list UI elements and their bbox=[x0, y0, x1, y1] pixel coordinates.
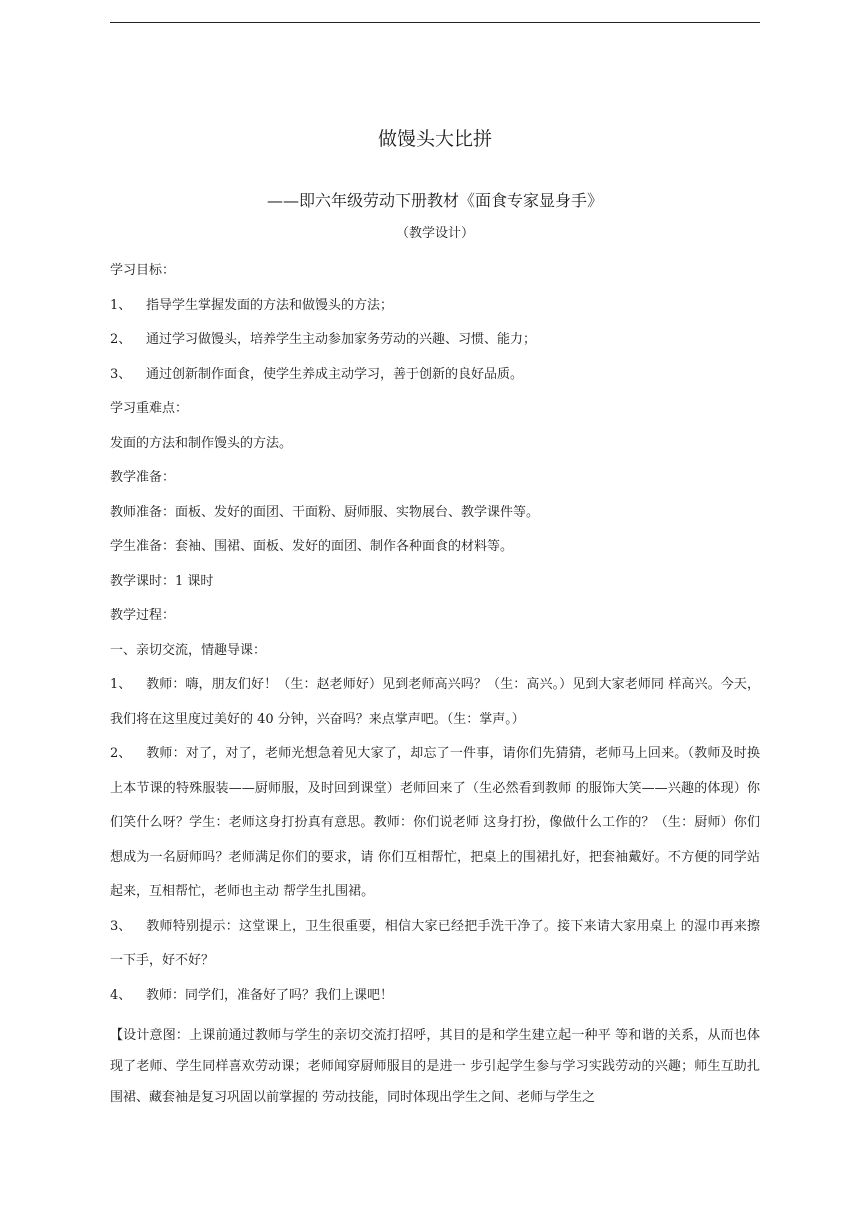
goal-item bbox=[110, 358, 760, 393]
goal-item bbox=[110, 323, 760, 358]
prep-heading: 教学准备： bbox=[110, 470, 176, 485]
goal-number: 2、 bbox=[110, 332, 132, 347]
step-number: 2、 bbox=[110, 746, 132, 761]
step-number: 3、 bbox=[110, 918, 132, 934]
goal-item bbox=[110, 289, 760, 324]
goal-text: 指导学生掌握发面的方法和做馒头的方法； bbox=[146, 297, 394, 313]
goal-text: 通过创新制作面食，使学生养成主动学习，善于创新的良好品质。 bbox=[146, 366, 524, 382]
step-number: 1、 bbox=[110, 677, 132, 692]
document-note: （教学设计） bbox=[395, 226, 474, 241]
step-text: 教师：同学们，准备好了吗？我们上课吧！ bbox=[146, 987, 394, 1003]
key-text: 发面的方法和制作馒头的方法。 bbox=[110, 435, 293, 451]
key-heading: 学习重难点： bbox=[110, 401, 189, 416]
teacher-prep: 教师准备：面板、发好的面团、干面粉、厨师服、实物展台、教学课件等。 bbox=[110, 504, 540, 520]
student-prep: 学生准备：套袖、围裙、面板、发好的面团、制作各种面食的材料等。 bbox=[110, 539, 514, 554]
step-item bbox=[110, 668, 760, 737]
step-text: 教师特别提示：这堂课上，卫生很重要，相信大家已经把手洗干净了。接下来请大家用桌上 的湿巾再来擦一下手，好不好？ bbox=[110, 918, 760, 968]
goals-heading: 学习目标： bbox=[110, 263, 176, 278]
step-text: 教师：嗨，朋友们好！（生：赵老师好）见到老师高兴吗？（生：高兴。）见到大家老师同 样高兴。今天，我们将在这里度过美好的 40 分钟，兴奋吗？来点掌声吧。（生：掌声。） bbox=[110, 677, 760, 727]
step-item bbox=[110, 737, 760, 910]
goal-number: 1、 bbox=[110, 297, 132, 313]
document-subtitle: ——即六年级劳动下册教材《面食专家显身手》 bbox=[266, 191, 603, 210]
section-heading: 一、亲切交流，情趣导课： bbox=[110, 642, 267, 658]
goal-number: 3、 bbox=[110, 366, 132, 382]
document-body bbox=[110, 254, 760, 1113]
header-rule bbox=[110, 22, 760, 23]
step-number: 4、 bbox=[110, 987, 132, 1003]
class-hours: 教学课时：1 课时 bbox=[110, 573, 214, 589]
goal-text: 通过学习做馒头，培养学生主动参加家务劳动的兴趣、习惯、能力； bbox=[146, 332, 537, 347]
step-item bbox=[110, 979, 760, 1014]
design-intent: 【设计意图：上课前通过教师与学生的亲切交流打招呼，其目的是和学生建立起一种平 等和谐的关系，从而也体现了老师、学生同样喜欢劳动课；老师闻穿厨师服目的是进一 步引起学生参与学习实践劳动的兴趣；师生互助扎围裙、藏套袖是复习巩固以前掌握的 劳动技能，同时体现出学生之间、老师与学生之 bbox=[110, 1028, 760, 1105]
step-text: 教师：对了，对了，老师光想急着见大家了，却忘了一件事，请你们先猜猜，老师马上回来。（教师及时换上本节课的特殊服装——厨师服，及时回到课堂）老师回来了（生必然看到教师 的服饰大笑——兴趣的体现）你们笑什么呀？学生：老师这身打扮真有意思。教师：你们说老师 这身打扮，像做什么工作的？（生：厨师）你们想成为一名厨师吗？老师满足你们的要求，请 你们互相帮忙，把桌上的围裙扎好，把套袖戴好。不方便的同学站起来，互相帮忙，老师也主动 帮学生扎围裙。 bbox=[110, 746, 760, 899]
step-item bbox=[110, 910, 760, 979]
document-title: 做馒头大比拼 bbox=[377, 128, 492, 150]
process-heading: 教学过程： bbox=[110, 608, 176, 623]
